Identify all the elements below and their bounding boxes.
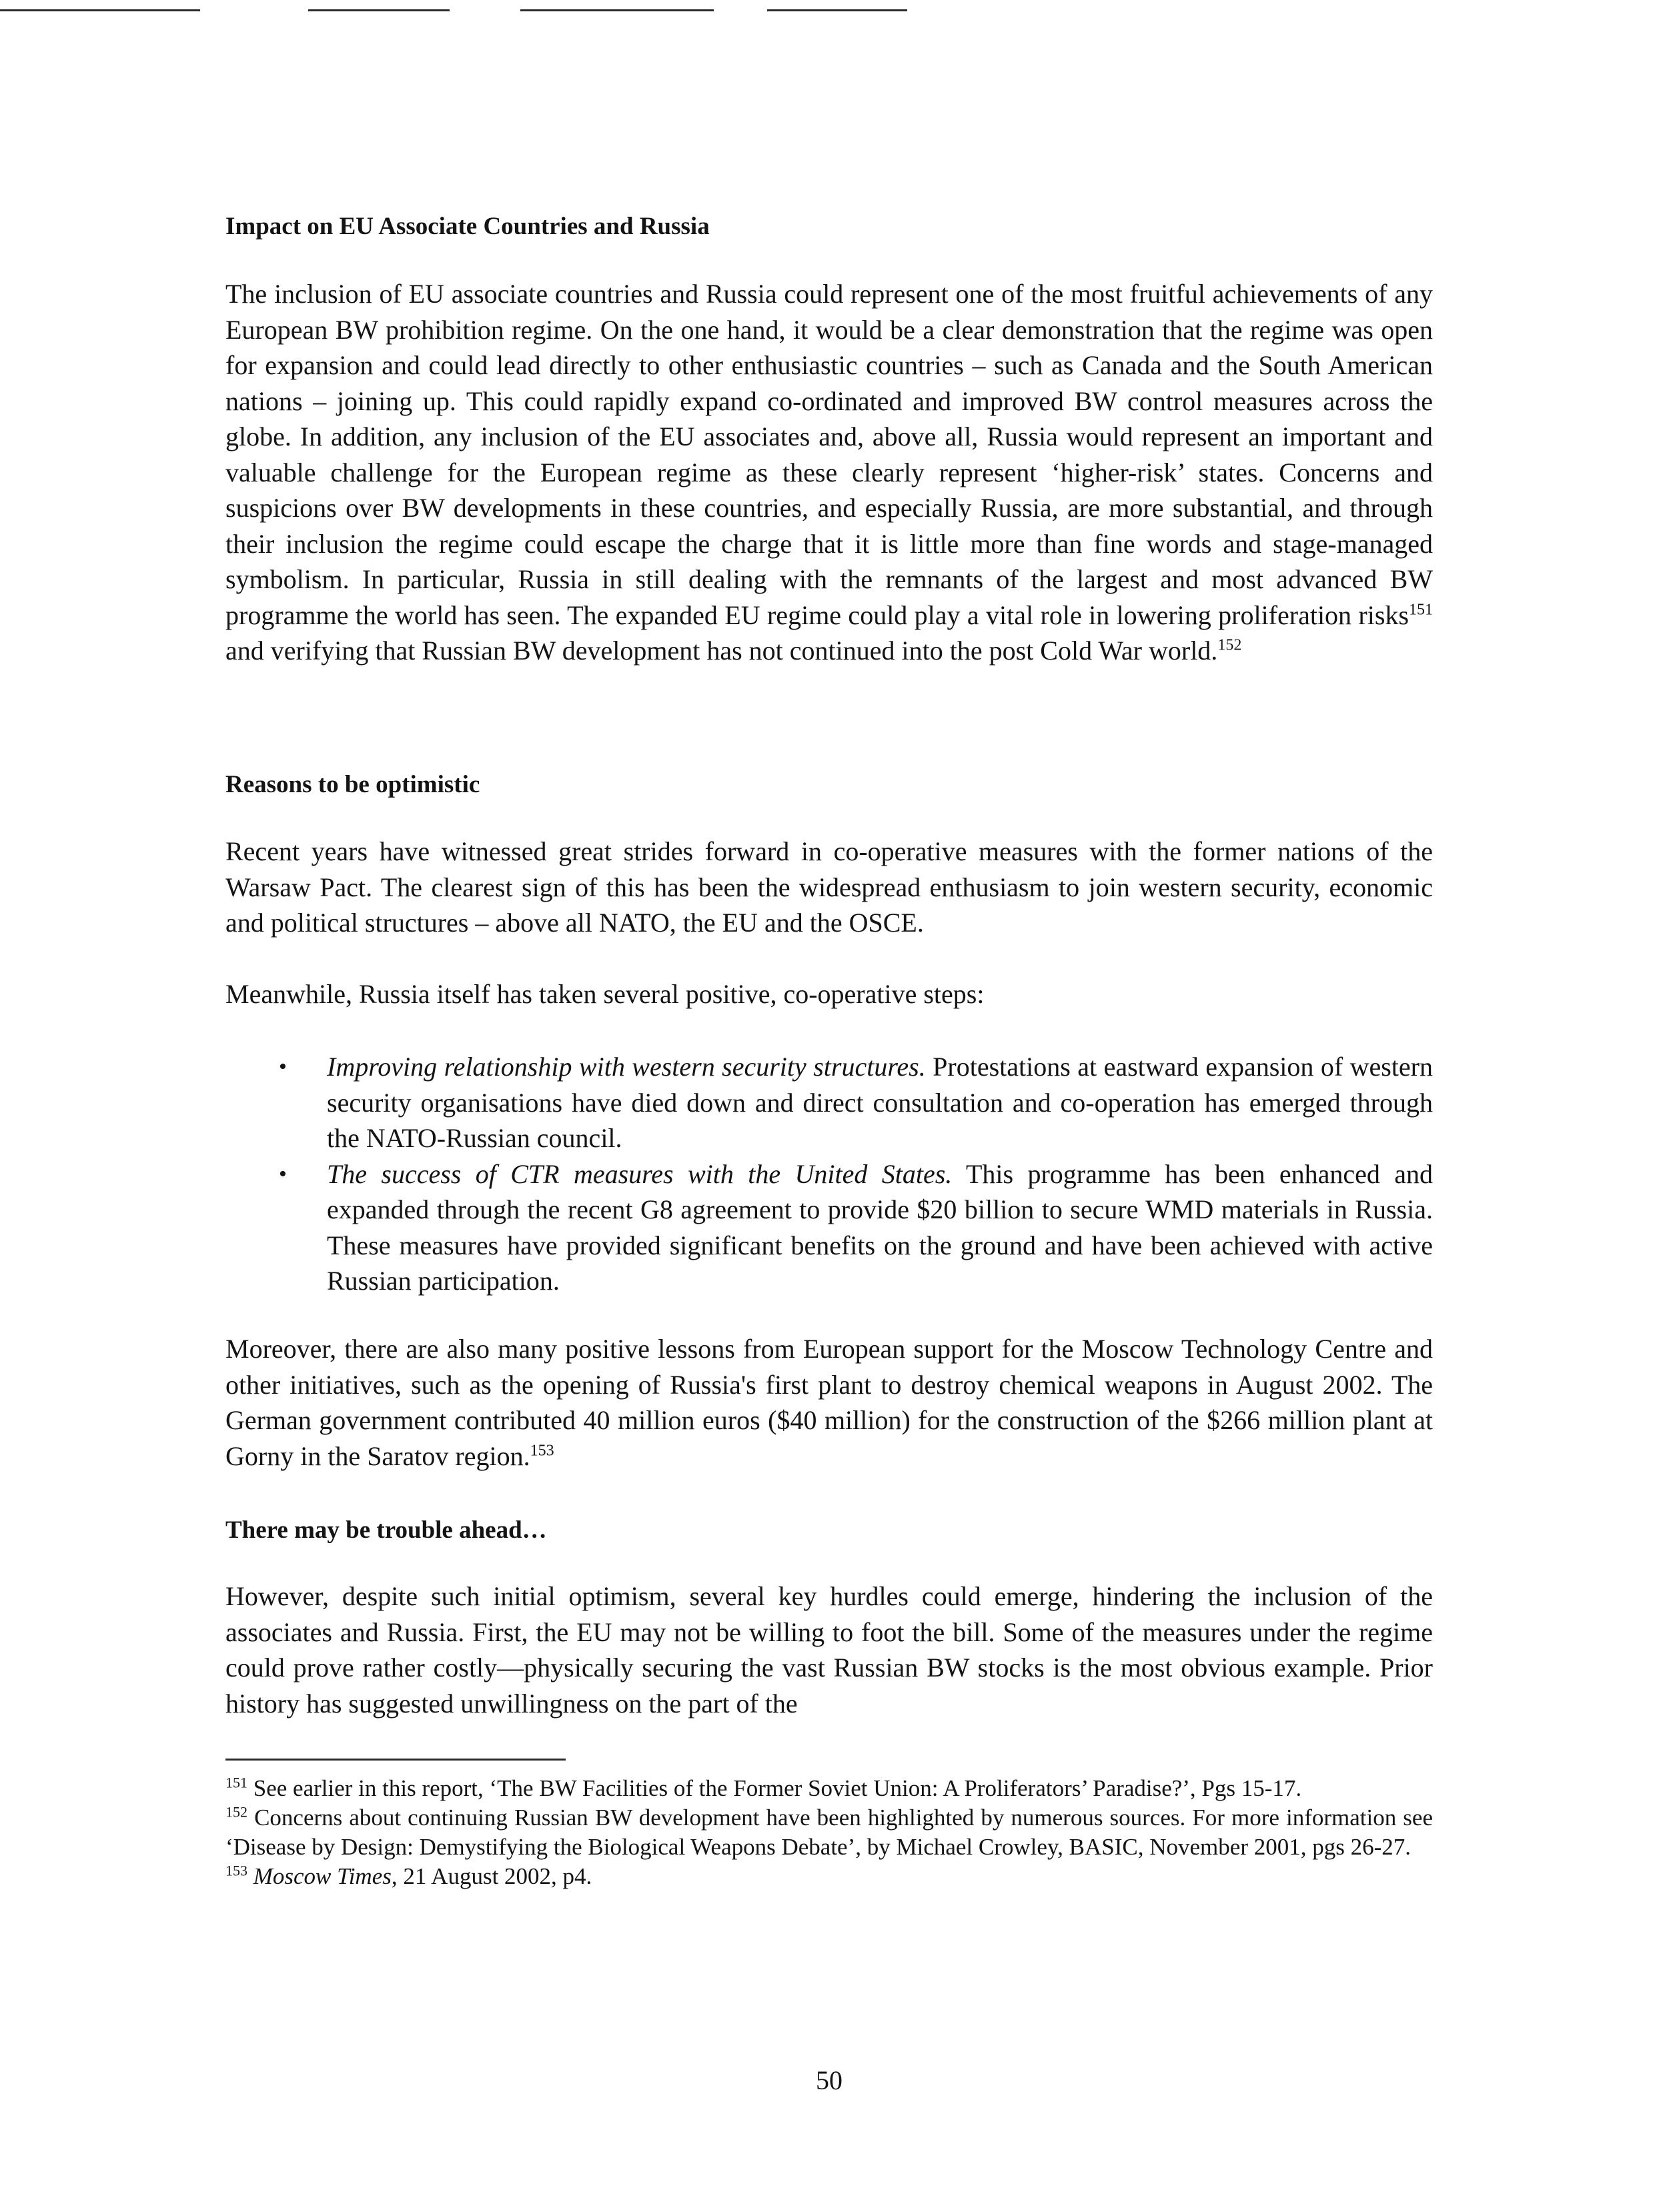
section-heading-impact: Impact on EU Associate Countries and Russia: [225, 213, 710, 240]
paragraph-moreover: [225, 1331, 1433, 1474]
bullet-item-2: [225, 1156, 1433, 1299]
bullet-item-1-text: Protestations at eastward expansion of western security organisations have died down and direct consultation and co-operation has emerged through the NATO-Russian council.: [327, 1052, 1433, 1153]
paragraph-moreover-text: Moreover, there are also many positive lessons from European support for the Moscow Technology Centre and other initiatives, such as the opening of Russia's first plant to destroy chemical weapons in August 2002. The German government contributed 40 million euros ($40 million) for the construction of the $266 million plant at Gorny in the Saratov region.: [225, 1334, 1433, 1471]
footnote-separator: [225, 1759, 566, 1761]
footnote-151: [225, 1774, 1433, 1803]
paragraph-impact-text-2: and verifying that Russian BW development has not continued into the post Cold War world.: [225, 636, 1218, 666]
footnote-ref-153: 153: [530, 1442, 554, 1460]
footnote-ref-152: 152: [1217, 636, 1242, 654]
footnote-text: See earlier in this report, ‘The BW Facilities of the Former Soviet Union: A Proliferators’ Paradise?’, Pgs 15-17.: [247, 1775, 1302, 1801]
footnote-number: 153: [225, 1862, 247, 1879]
bullet-item-2-text: This programme has been enhanced and expanded through the recent G8 agreement to provide $20 billion to secure WMD materials in Russia. These measures have provided significant benefits on the ground and have been achieved with active Russian participation.: [327, 1158, 1433, 1296]
bullet-item-2-title: The success of CTR measures with the United States.: [327, 1158, 953, 1189]
section-heading-trouble: There may be trouble ahead…: [225, 1516, 547, 1544]
footnote-ref-151: 151: [1409, 601, 1433, 619]
footnote-source-title: Moscow Times: [247, 1863, 392, 1889]
paragraph-impact-text: The inclusion of EU associate countries and Russia could represent one of the most fruitful achievements of any European BW prohibition regime. On the one hand, it would be a clear demonstration that the regime was open for expansion and could lead directly to other enthusiastic countries – such as Canada and the South American nations – joining up. This could rapidly expand co-ordinated and improved BW control measures across the globe. In addition, any inclusion of the EU associates and, above all, Russia would represent an important and valuable challenge for the European regime as these clearly represent ‘higher-risk’ states. Concerns and suspicions over BW developments in these countries, and especially Russia, are more substantial, and through their inclusion the regime could escape the charge that it is little more than fine words and stage-managed symbolism. In particular, Russia in still dealing with the remnants of the largest and most advanced BW programme the world has seen. The expanded EU regime could play a vital role in lowering proliferation risks: [225, 279, 1433, 630]
bullet-item-1-title: Improving relationship with western security structures.: [327, 1052, 926, 1082]
footnote-number: 151: [225, 1774, 247, 1791]
bullet-list: [225, 1049, 1433, 1299]
paragraph-trouble: However, despite such initial optimism, several key hurdles could emerge, hindering the inclusion of the associates and Russia. First, the EU may not be willing to foot the bill. Some of the measures under the regime could prove rather costly—physically securing the vast Russian BW stocks is the most obvious example. Prior history has suggested unwillingness on the part of the: [225, 1581, 1433, 1719]
footnote-152: [225, 1803, 1433, 1862]
footnote-text: , 21 August 2002, p4.: [391, 1863, 592, 1889]
bullet-marker: •: [279, 1161, 287, 1186]
section-heading-optimistic: Reasons to be optimistic: [225, 771, 480, 798]
footnote-153: [225, 1862, 1433, 1891]
footnote-text: Concerns about continuing Russian BW development have been highlighted by numerous sources. For more information see ‘Disease by Design: Demystifying the Biological Weapons Debate’, by Michael Crowley, BASIC, November 2001, pgs 26-27.: [225, 1805, 1433, 1860]
top-scan-line-4: [767, 9, 907, 11]
footnotes: [225, 1774, 1433, 1891]
paragraph-meanwhile: Meanwhile, Russia itself has taken several positive, co-operative steps:: [225, 979, 985, 1009]
paragraph-impact: [225, 276, 1433, 669]
top-scan-line-2: [308, 9, 450, 11]
paragraph-optimistic: Recent years have witnessed great strides forward in co-operative measures with the former nations of the Warsaw Pact. The clearest sign of this has been the widespread enthusiasm to join western security, economic and political structures – above all NATO, the EU and the OSCE.: [225, 836, 1433, 938]
top-scan-line-3: [520, 9, 714, 11]
page-number: 50: [816, 2065, 843, 2095]
bullet-marker: •: [279, 1054, 287, 1079]
bullet-item-1: [225, 1049, 1433, 1156]
top-scan-line-1: [0, 9, 200, 11]
footnote-number: 152: [225, 1803, 247, 1821]
